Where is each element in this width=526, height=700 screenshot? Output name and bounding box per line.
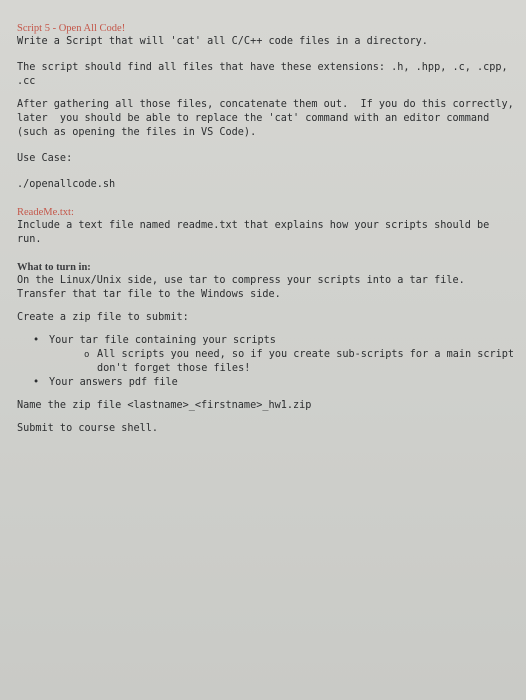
zip-label: Create a zip file to submit:	[17, 312, 189, 323]
concat-para-line2: later you should be able to replace the 'cat' command with an editor command	[17, 113, 490, 124]
concat-para-line1: After gathering all those files, concatenate them out. If you do this correctly,	[17, 99, 514, 110]
bullet-answers-pdf: Your answers pdf file	[49, 377, 178, 388]
extensions-line-cont: .cc	[17, 76, 36, 87]
submit-instruction: Submit to course shell.	[17, 423, 159, 434]
readme-line1: Include a text file named readme.txt that explains how your scripts should be	[17, 220, 490, 231]
readme-heading: ReadeMe.txt:	[17, 207, 74, 218]
list-item	[17, 334, 516, 348]
submission-list	[17, 334, 516, 348]
script5-heading: Script 5 - Open All Code!	[17, 23, 126, 34]
zip-name-instruction: Name the zip file <lastname>_<firstname>_hw1.zip	[17, 400, 312, 411]
use-case-label: Use Case:	[17, 153, 73, 164]
concat-para-line3: (such as opening the files in VS Code).	[17, 127, 257, 138]
extensions-line: The script should find all files that have these extensions: .h, .hpp, .c, .cpp,	[17, 62, 508, 73]
tar-instruction: On the Linux/Unix side, use tar to compress your scripts into a tar file.	[17, 275, 465, 286]
bullet-tar-file: Your tar file containing your scripts	[49, 335, 276, 346]
list-item	[17, 348, 516, 362]
sub-item-scripts: All scripts you need, so if you create sub-scripts for a main script	[97, 349, 515, 360]
script5-description: Write a Script that will 'cat' all C/C++ code files in a directory.	[17, 36, 428, 47]
list-item	[17, 376, 516, 390]
submission-list-2	[17, 376, 516, 390]
readme-line2: run.	[17, 234, 42, 245]
turn-in-heading: What to turn in:	[17, 262, 91, 273]
transfer-instruction: Transfer that tar file to the Windows side.	[17, 289, 281, 300]
sub-item-scripts-cont: don't forget those files!	[97, 363, 251, 374]
use-case-command: ./openallcode.sh	[17, 179, 116, 190]
submission-sublist	[17, 348, 516, 362]
